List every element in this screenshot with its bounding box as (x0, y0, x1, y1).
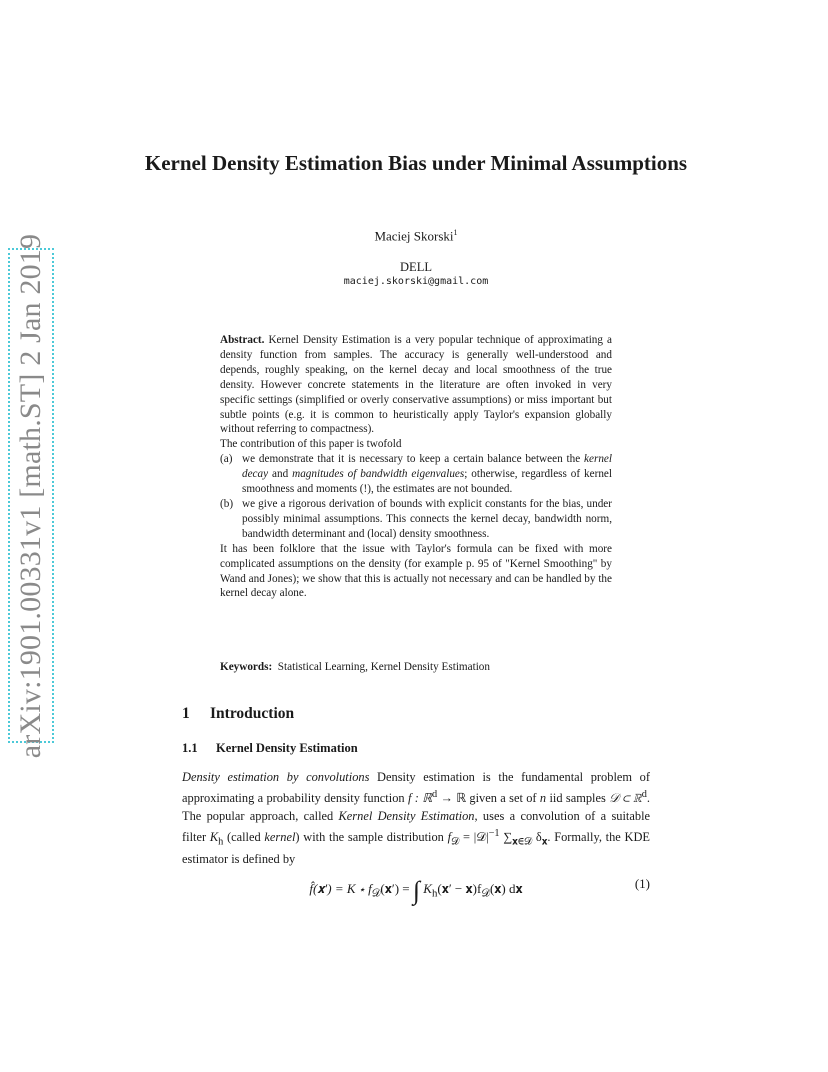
section-title: Introduction (210, 705, 295, 722)
text: ) with the sample distribution (295, 829, 448, 844)
emphasis-kde: Kernel Density Estimation (338, 808, 475, 823)
math: K (209, 829, 219, 844)
text: iid samples (546, 791, 610, 806)
keywords-label: Keywords: (220, 661, 273, 673)
math: 𝒟 (481, 887, 490, 900)
math: 𝒟 (451, 836, 460, 848)
section-number: 1 (182, 705, 190, 722)
math: 𝐱 (541, 836, 548, 848)
item-text-part: ; otherwise, regardless of kernel smoothness and moments (!), the estimates are not bounded. (242, 468, 612, 496)
keywords-text: Statistical Learning, Kernel Density Estimation (277, 661, 490, 673)
abstract-text: Kernel Density Estimation is a very popular technique of approximating a density function from samples. The accuracy is generally well-understood and depends, roughly speaking, on the kernel decay and local smoothness of the true density. However concrete statements in the literature are often invoked in very specific settings (simplified or overly conservative assumptions) or miss important but subtle points (e.g. it is common to heuristically apply Taylor's expansion globally without referring to compactness). (220, 334, 612, 436)
emphasis-bandwidth-eigenvalues: magnitudes of bandwidth eigenvalues (292, 468, 465, 481)
math: = |𝒟| (459, 829, 489, 844)
text: , uses a convolution of a suitable filter (182, 808, 651, 844)
math: h (218, 836, 224, 848)
math: n (539, 791, 547, 806)
math: f̂(𝐱′) = K ⋆ f (309, 881, 372, 896)
item-text (242, 452, 612, 497)
equation-1 (182, 870, 650, 904)
text: . Formally, the KDE estimator is defined by (182, 829, 650, 866)
text: Density estimation is the fundamental problem of approximating a probability density function (182, 770, 650, 806)
item-text: we give a rigorous derivation of bounds with explicit constants for the bias, under possibly minimal assumptions. This connects the kernel decay, bandwidth norm, bandwidth determinant and (local) density smoothness. (242, 497, 612, 540)
abstract-paragraph-2: The contribution of this paper is twofold (220, 438, 402, 451)
intro-paragraph (182, 769, 650, 868)
math: −1 (488, 827, 500, 839)
paper-title: Kernel Density Estimation Bias under Minimal Assumptions (144, 151, 688, 175)
email: maciej.skorski@gmail.com (343, 276, 489, 287)
math: (𝐱′) = (380, 881, 413, 896)
author (140, 228, 692, 244)
math: ∑ (499, 829, 513, 844)
contribution-item-b (220, 497, 612, 542)
arxiv-stamp (8, 233, 54, 758)
integral-sign: ∫ (412, 876, 421, 905)
arxiv-identifier: arXiv:1901.00331v1 [math.ST] 2 Jan 2019 (14, 233, 47, 758)
emphasis-kernel-decay: kernel decay (242, 453, 612, 481)
math: h (431, 887, 438, 900)
math: f (447, 829, 452, 844)
math: 𝐱∈𝒟 (512, 836, 533, 848)
author-name: Maciej Skorski (374, 228, 454, 244)
math: f : ℝ (407, 791, 433, 806)
equation-body (182, 876, 650, 906)
keywords (220, 661, 612, 673)
math: 𝒟 ⊂ ℝ (609, 791, 642, 806)
affiliation-mark: 1 (453, 228, 458, 237)
abstract-label: Abstract. (220, 334, 265, 346)
item-text-part: and (268, 468, 293, 481)
item-label: (b) (220, 497, 234, 510)
emphasis-kernel: kernel (264, 829, 296, 844)
equation-number: (1) (634, 876, 650, 891)
abstract-paragraph-1 (220, 333, 612, 437)
text: . The popular approach, called (182, 791, 651, 823)
contribution-item-a (220, 452, 612, 497)
paragraph-lead: Density estimation by convolutions (182, 770, 370, 784)
subsection-title: Kernel Density Estimation (216, 741, 358, 755)
abstract (220, 333, 612, 601)
math: → ℝ (437, 791, 467, 806)
math: 𝒟 (371, 887, 381, 900)
math: (𝐱′ − 𝐱)f (437, 881, 482, 896)
math: K (420, 881, 432, 896)
item-text-part: we demonstrate that it is necessary to keep a certain balance between the (242, 453, 585, 466)
math: d (641, 789, 647, 801)
text: given a set of (466, 791, 540, 806)
abstract-paragraph-3: It has been folklore that the issue with Taylor's formula can be fixed with more complicated assumptions on the density (for example p. 95 of "Kernel Smoothing" by Wand and Jones); we show that this is actually not necessary and can be handled by the kernel decay alone. (220, 542, 612, 600)
subsection-heading (182, 741, 358, 756)
affiliation: DELL (400, 260, 432, 274)
text: (called (223, 829, 265, 844)
subsection-number: 1.1 (182, 741, 198, 755)
section-heading (182, 705, 294, 723)
math: δ (532, 829, 542, 844)
item-label: (a) (220, 453, 233, 466)
math: (𝐱) d𝐱 (489, 881, 523, 896)
math: d (432, 789, 438, 801)
